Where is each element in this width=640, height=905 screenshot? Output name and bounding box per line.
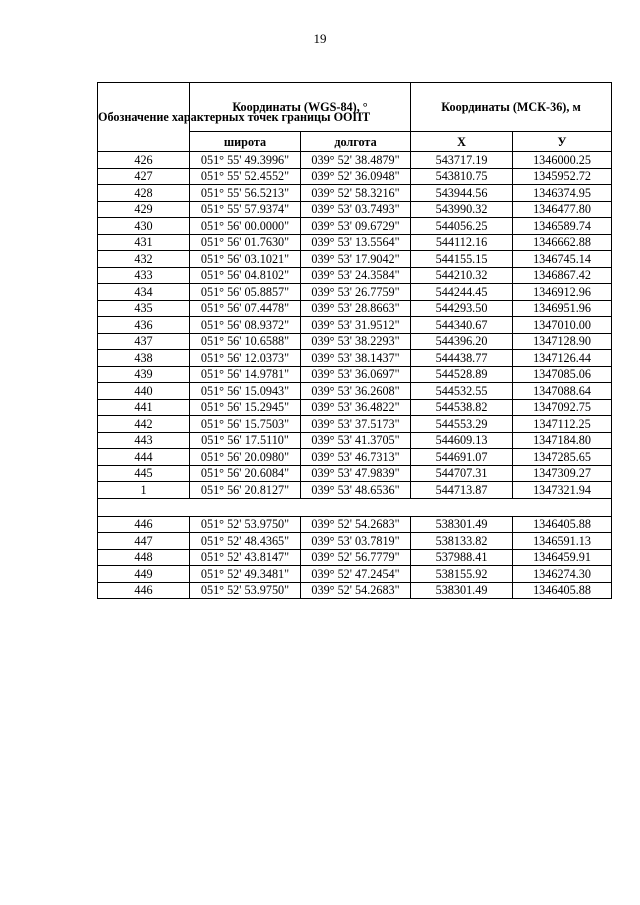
table-row (98, 416, 612, 433)
longitude-cell: 039° 53' 13.5564" (301, 234, 411, 251)
y-cell: 1347126.44 (513, 350, 612, 367)
latitude-cell: 051° 55' 56.5213" (190, 185, 301, 202)
y-cell: 1347128.90 (513, 333, 612, 350)
y-cell: 1346912.96 (513, 284, 612, 301)
table-row (98, 168, 612, 185)
latitude-cell: 051° 55' 49.3996" (190, 152, 301, 169)
y-cell: 1347085.06 (513, 366, 612, 383)
table-row (98, 516, 612, 533)
x-cell: 544609.13 (411, 432, 513, 449)
table-row (98, 317, 612, 334)
y-cell: 1346405.88 (513, 582, 612, 599)
x-cell: 543810.75 (411, 168, 513, 185)
longitude-cell: 039° 53' 48.6536" (301, 482, 411, 499)
point-cell: 432 (98, 251, 190, 268)
longitude-cell: 039° 53' 03.7819" (301, 533, 411, 550)
y-cell: 1346662.88 (513, 234, 612, 251)
point-cell: 448 (98, 549, 190, 566)
header-y: У (513, 132, 612, 152)
latitude-cell: 051° 56' 05.8857" (190, 284, 301, 301)
longitude-cell: 039° 53' 46.7313" (301, 449, 411, 466)
y-cell: 1346274.30 (513, 566, 612, 583)
point-cell: 449 (98, 566, 190, 583)
table-row (98, 333, 612, 350)
coordinates-table (97, 82, 612, 599)
latitude-cell: 051° 56' 08.9372" (190, 317, 301, 334)
table-row (98, 383, 612, 400)
point-cell: 447 (98, 533, 190, 550)
y-cell: 1345952.72 (513, 168, 612, 185)
table-row (98, 152, 612, 169)
x-cell: 543717.19 (411, 152, 513, 169)
point-cell: 439 (98, 366, 190, 383)
table-row (98, 449, 612, 466)
latitude-cell: 051° 56' 20.0980" (190, 449, 301, 466)
y-cell: 1346459.91 (513, 549, 612, 566)
x-cell: 538155.92 (411, 566, 513, 583)
header-point-label: Обозначение характерных точек границы ООПТ (98, 83, 190, 152)
point-cell: 1 (98, 482, 190, 499)
point-cell: 428 (98, 185, 190, 202)
point-cell: 431 (98, 234, 190, 251)
latitude-cell: 051° 56' 07.4478" (190, 300, 301, 317)
table-body (98, 152, 612, 599)
table-row (98, 218, 612, 235)
x-cell: 544707.31 (411, 465, 513, 482)
table-row (98, 533, 612, 550)
latitude-cell: 051° 56' 15.2945" (190, 399, 301, 416)
y-cell: 1347321.94 (513, 482, 612, 499)
longitude-cell: 039° 52' 54.2683" (301, 516, 411, 533)
table-row (98, 566, 612, 583)
longitude-cell: 039° 52' 47.2454" (301, 566, 411, 583)
x-cell: 538301.49 (411, 582, 513, 599)
longitude-cell: 039° 53' 28.8663" (301, 300, 411, 317)
x-cell: 543990.32 (411, 201, 513, 218)
y-cell: 1346374.95 (513, 185, 612, 202)
point-cell: 444 (98, 449, 190, 466)
latitude-cell: 051° 56' 00.0000" (190, 218, 301, 235)
latitude-cell: 051° 56' 15.7503" (190, 416, 301, 433)
point-cell: 440 (98, 383, 190, 400)
y-cell: 1346405.88 (513, 516, 612, 533)
table-row (98, 300, 612, 317)
longitude-cell: 039° 53' 36.0697" (301, 366, 411, 383)
point-cell: 435 (98, 300, 190, 317)
x-cell: 544528.89 (411, 366, 513, 383)
x-cell: 544538.82 (411, 399, 513, 416)
point-cell: 437 (98, 333, 190, 350)
longitude-cell: 039° 53' 31.9512" (301, 317, 411, 334)
y-cell: 1346867.42 (513, 267, 612, 284)
x-cell: 544340.67 (411, 317, 513, 334)
longitude-cell: 039° 53' 38.1437" (301, 350, 411, 367)
y-cell: 1347088.64 (513, 383, 612, 400)
point-cell: 438 (98, 350, 190, 367)
header-longitude: долгота (301, 132, 411, 152)
longitude-cell: 039° 52' 54.2683" (301, 582, 411, 599)
y-cell: 1346000.25 (513, 152, 612, 169)
y-cell: 1347112.25 (513, 416, 612, 433)
point-cell: 434 (98, 284, 190, 301)
longitude-cell: 039° 53' 41.3705" (301, 432, 411, 449)
table-row (98, 201, 612, 218)
x-cell: 544210.32 (411, 267, 513, 284)
table-row (98, 432, 612, 449)
point-cell: 445 (98, 465, 190, 482)
latitude-cell: 051° 55' 57.9374" (190, 201, 301, 218)
x-cell: 538133.82 (411, 533, 513, 550)
table-row (98, 465, 612, 482)
table-row (98, 366, 612, 383)
point-cell: 446 (98, 516, 190, 533)
longitude-cell: 039° 52' 56.7779" (301, 549, 411, 566)
point-cell: 446 (98, 582, 190, 599)
point-cell: 427 (98, 168, 190, 185)
table-row (98, 267, 612, 284)
x-cell: 544293.50 (411, 300, 513, 317)
x-cell: 544112.16 (411, 234, 513, 251)
latitude-cell: 051° 56' 03.1021" (190, 251, 301, 268)
point-cell: 436 (98, 317, 190, 334)
y-cell: 1346589.74 (513, 218, 612, 235)
header-x: X (411, 132, 513, 152)
latitude-cell: 051° 56' 15.0943" (190, 383, 301, 400)
longitude-cell: 039° 53' 36.4822" (301, 399, 411, 416)
separator-cell (98, 498, 612, 516)
y-cell: 1346591.13 (513, 533, 612, 550)
y-cell: 1347309.27 (513, 465, 612, 482)
y-cell: 1347184.80 (513, 432, 612, 449)
point-cell: 442 (98, 416, 190, 433)
latitude-cell: 051° 52' 48.4365" (190, 533, 301, 550)
table-row (98, 399, 612, 416)
latitude-cell: 051° 55' 52.4552" (190, 168, 301, 185)
latitude-cell: 051° 56' 01.7630" (190, 234, 301, 251)
table-row (98, 549, 612, 566)
y-cell: 1347285.65 (513, 449, 612, 466)
section-separator-row (98, 498, 612, 516)
latitude-cell: 051° 52' 53.9750" (190, 516, 301, 533)
y-cell: 1347092.75 (513, 399, 612, 416)
x-cell: 544396.20 (411, 333, 513, 350)
y-cell: 1346745.14 (513, 251, 612, 268)
x-cell: 538301.49 (411, 516, 513, 533)
latitude-cell: 051° 52' 43.8147" (190, 549, 301, 566)
longitude-cell: 039° 53' 17.9042" (301, 251, 411, 268)
table-row (98, 582, 612, 599)
page-number: 19 (313, 31, 327, 46)
latitude-cell: 051° 56' 04.8102" (190, 267, 301, 284)
x-cell: 544532.55 (411, 383, 513, 400)
x-cell: 544155.15 (411, 251, 513, 268)
longitude-cell: 039° 52' 38.4879" (301, 152, 411, 169)
point-cell: 430 (98, 218, 190, 235)
longitude-cell: 039° 53' 47.9839" (301, 465, 411, 482)
table-row (98, 234, 612, 251)
longitude-cell: 039° 53' 38.2293" (301, 333, 411, 350)
table-row (98, 185, 612, 202)
longitude-cell: 039° 53' 09.6729" (301, 218, 411, 235)
header-latitude: широта (190, 132, 301, 152)
longitude-cell: 039° 53' 37.5173" (301, 416, 411, 433)
point-cell: 441 (98, 399, 190, 416)
latitude-cell: 051° 56' 20.6084" (190, 465, 301, 482)
table-row (98, 284, 612, 301)
longitude-cell: 039° 53' 24.3584" (301, 267, 411, 284)
x-cell: 544438.77 (411, 350, 513, 367)
table-row (98, 251, 612, 268)
longitude-cell: 039° 52' 36.0948" (301, 168, 411, 185)
latitude-cell: 051° 56' 20.8127" (190, 482, 301, 499)
x-cell: 544713.87 (411, 482, 513, 499)
table-row (98, 350, 612, 367)
latitude-cell: 051° 56' 12.0373" (190, 350, 301, 367)
header-msk-group: Координаты (МСК-36), м (411, 83, 612, 132)
x-cell: 537988.41 (411, 549, 513, 566)
y-cell: 1347010.00 (513, 317, 612, 334)
header-wgs-group: Координаты (WGS-84), ° (190, 83, 411, 132)
longitude-cell: 039° 52' 58.3216" (301, 185, 411, 202)
x-cell: 544553.29 (411, 416, 513, 433)
latitude-cell: 051° 52' 53.9750" (190, 582, 301, 599)
point-cell: 443 (98, 432, 190, 449)
x-cell: 544244.45 (411, 284, 513, 301)
longitude-cell: 039° 53' 03.7493" (301, 201, 411, 218)
latitude-cell: 051° 52' 49.3481" (190, 566, 301, 583)
y-cell: 1346951.96 (513, 300, 612, 317)
point-cell: 429 (98, 201, 190, 218)
x-cell: 543944.56 (411, 185, 513, 202)
longitude-cell: 039° 53' 36.2608" (301, 383, 411, 400)
latitude-cell: 051° 56' 17.5110" (190, 432, 301, 449)
point-cell: 426 (98, 152, 190, 169)
point-cell: 433 (98, 267, 190, 284)
latitude-cell: 051° 56' 14.9781" (190, 366, 301, 383)
longitude-cell: 039° 53' 26.7759" (301, 284, 411, 301)
x-cell: 544691.07 (411, 449, 513, 466)
latitude-cell: 051° 56' 10.6588" (190, 333, 301, 350)
table-row (98, 482, 612, 499)
x-cell: 544056.25 (411, 218, 513, 235)
y-cell: 1346477.80 (513, 201, 612, 218)
